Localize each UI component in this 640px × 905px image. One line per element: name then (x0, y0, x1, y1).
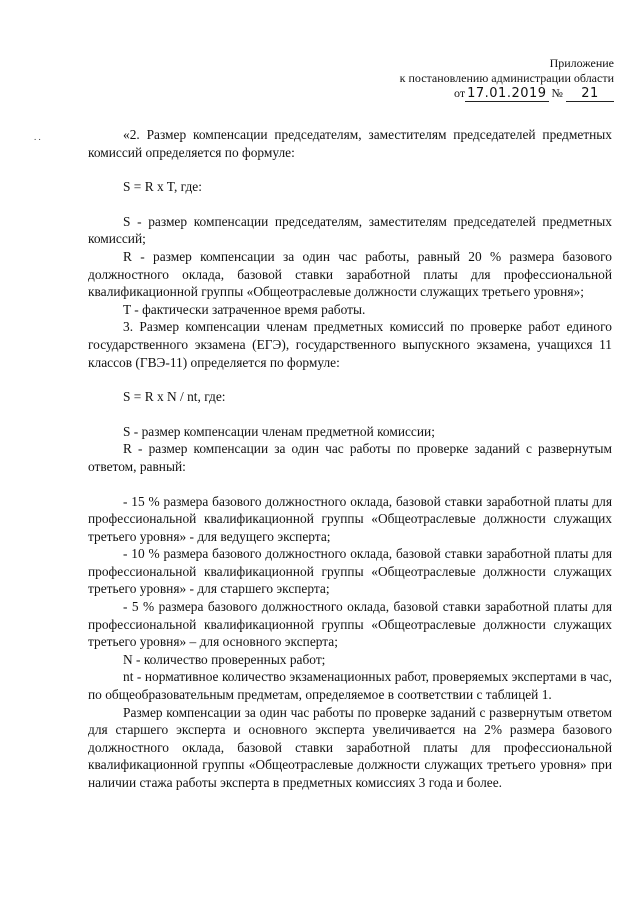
definition-r-1: R - размер компенсации за один час работы, равный 20 % размера базового должностного оклада, базовой ставки заработной платы для профессиональной квалификационной группы «Общеотраслевые должности служащих третьего уровня»; (88, 248, 612, 300)
margin-mark: . . (34, 132, 41, 142)
paragraph-2: «2. Размер компенсации председателям, заместителям председателей предметных комиссий определяется по формуле: (88, 127, 612, 160)
rate-main-expert: - 5 % размера базового должностного оклада, базовой ставки заработной платы для профессиональной квалификационной группы «Общеотраслевые должности служащих третьего уровня» – для основного эксперта; (88, 599, 612, 650)
definition-nt: nt - нормативное количество экзаменационных работ, проверяемых экспертами в час, по общеобразовательным предметам, определяемое в соответствии с таблицей 1. (88, 669, 612, 703)
rate-lead-expert: - 15 % размера базового должностного оклада, базовой ставки заработной платы для профессиональной квалификационной группы «Общеотраслевые должности служащих третьего уровня» - для ведущего эксперта; (88, 493, 612, 544)
formula-1: S = R x T, где: (123, 179, 202, 195)
experience-bonus-paragraph: Размер компенсации за один час работы по проверке заданий с развернутым ответом для старшего эксперта и основного эксперта увеличивается на 2% размера базового должностного оклада, базовой ставки заработной платы для профессиональной квалификационной группы «Общеотраслевые должности служащих третьего уровня» при наличии стажа работы эксперта в предметных комиссиях 3 года и более. (88, 704, 612, 790)
appendix-reference: к постановлению администрации области (399, 71, 614, 85)
appendix-title: Приложение (549, 56, 614, 70)
appendix-header (400, 56, 614, 102)
decree-date: 17.01.2019 (467, 86, 547, 101)
definition-s-1: S - размер компенсации председателям, заместителям председателей предметных комиссий; (88, 213, 612, 247)
definition-t: T - фактически затраченное время работы. (123, 301, 366, 317)
number-label: № (551, 86, 563, 100)
paragraph-3: 3. Размер компенсации членам предметных комиссий по проверке работ единого государственного экзамена (ЕГЭ), государственного выпускного экзамена, учащихся 11 классов (ГВЭ-11) определяется по формуле: (88, 319, 612, 370)
date-prefix: от (454, 86, 466, 100)
decree-number: 21 (566, 86, 614, 102)
formula-2: S = R x N / nt, где: (123, 389, 226, 405)
document-body (88, 126, 612, 792)
definition-s-2: S - размер компенсации членам предметной комиссии; (123, 423, 435, 439)
definition-n: N - количество проверенных работ; (123, 651, 326, 667)
rate-senior-expert: - 10 % размера базового должностного оклада, базовой ставки заработной платы для профессиональной квалификационной группы «Общеотраслевые должности служащих третьего уровня» - для старшего эксперта; (88, 546, 612, 597)
appendix-date-line (400, 86, 614, 102)
definition-r-2: R - размер компенсации за один час работы по проверке заданий с развернутым ответом, равный: (88, 441, 612, 474)
